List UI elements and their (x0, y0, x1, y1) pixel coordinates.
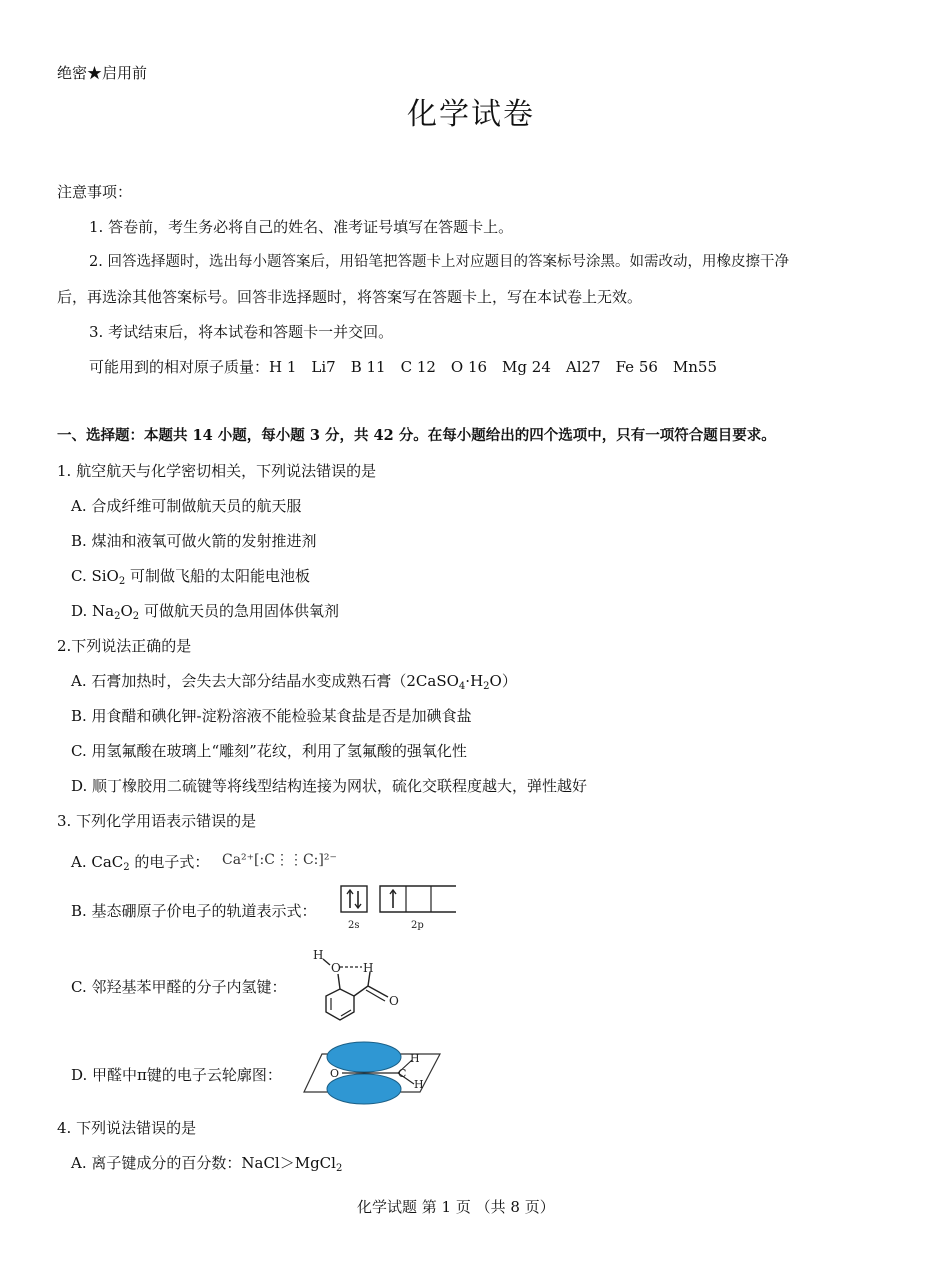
notice-item-1: 1. 答卷前，考生务必将自己的姓名、准考证号填写在答题卡上。 (89, 218, 514, 236)
label-2s: 2s (348, 920, 360, 931)
orbital-boxes-2p (380, 886, 456, 912)
formaldehyde-pi-bond-cloud (302, 1040, 444, 1106)
question-1-option-c: C. SiO$_2$ 可制做飞船的太阳能电池板 (71, 567, 311, 587)
question-3-option-c: C. 邻羟基苯甲醛的分子内氢键： (71, 978, 287, 996)
page-footer: 化学试题 第 1 页 （共 8 页） (357, 1198, 555, 1216)
notice-heading: 注意事项： (57, 183, 133, 201)
question-1-option-d: D. $Na_2O_2$ 可做航天员的急用固体供氧剂 (71, 602, 339, 622)
question-4-option-a: A. 离子键成分的百分数：NaCl＞MgCl$_2$ (71, 1154, 343, 1174)
question-3-option-b: B. 基态硼原子价电子的轨道表示式： (71, 902, 317, 920)
confidential-mark: 绝密★启用前 (57, 64, 148, 82)
label-2p: 2p (411, 920, 424, 931)
question-2-option-a: A. 石膏加热时，会失去大部分结晶水变成熟石膏$(2CaSO_4\cdot H_2O)$ (71, 672, 517, 692)
cac2-electron-formula: Ca²⁺[:C⋮⋮C:]²⁻ (222, 852, 337, 868)
boron-orbital-diagram (336, 884, 460, 934)
salicylaldehyde-structure (310, 945, 410, 1027)
atom-o: O (330, 1067, 340, 1080)
orbital-box-2s (341, 886, 367, 912)
notice-item-2-line-1: 2. 回答选择题时，选出每小题答案后，用铅笔把答题卡上对应题目的答案标号涂黑。如需改动，用橡皮擦干净 (89, 254, 789, 270)
question-2-option-c: C. 用氢氟酸在玻璃上“雕刻”花纹，利用了氢氟酸的强氧化性 (71, 742, 467, 760)
question-2-option-b: B. 用食醋和碘化钾-淀粉溶液不能检验某食盐是否是加碘食盐 (71, 707, 472, 725)
atom-h: H (414, 1078, 424, 1091)
benzene-ring (326, 989, 354, 1020)
question-4-stem: 4. 下列说法错误的是 (57, 1119, 197, 1137)
page-title: 化学试卷 (407, 97, 535, 132)
question-3-option-a: A. CaC$_2$ 的电子式： (71, 853, 210, 873)
section-heading: 一、选择题：本题共 14 小题，每小题 3 分，共 42 分。在每小题给出的四个选项中，只有一项符合题目要求。 (57, 427, 776, 444)
question-2-stem: 2.下列说法正确的是 (57, 637, 192, 655)
atom-h: H (410, 1052, 420, 1065)
atom-o: O (331, 961, 341, 975)
notice-item-2-line-2: 后，再选涂其他答案标号。回答非选择题时，将答案写在答题卡上，写在本试卷上无效。 (57, 288, 643, 306)
question-1-option-b: B. 煤油和液氧可做火箭的发射推进剂 (71, 532, 317, 550)
question-1-option-a: A. 合成纤维可制做航天员的航天服 (71, 497, 302, 515)
question-1-stem: 1. 航空航天与化学密切相关，下列说法错误的是 (57, 462, 377, 480)
notice-item-3: 3. 考试结束后，将本试卷和答题卡一并交回。 (89, 323, 394, 341)
atom-h: H (363, 961, 374, 975)
question-3-stem: 3. 下列化学用语表示错误的是 (57, 812, 257, 830)
atom-c: C (398, 1067, 407, 1080)
atom-o: O (389, 994, 399, 1008)
atom-h: H (313, 948, 324, 962)
question-2-option-d: D. 顺丁橡胶用二硫键等将线型结构连接为网状，硫化交联程度越大，弹性越好 (71, 777, 588, 795)
question-3-option-d: D. 甲醛中π键的电子云轮廓图： (71, 1066, 282, 1084)
atomic-masses: 可能用到的相对原子质量：H 1 Li7 B 11 C 12 O 16 Mg 24 Al27 Fe 56 Mn55 (89, 358, 718, 376)
